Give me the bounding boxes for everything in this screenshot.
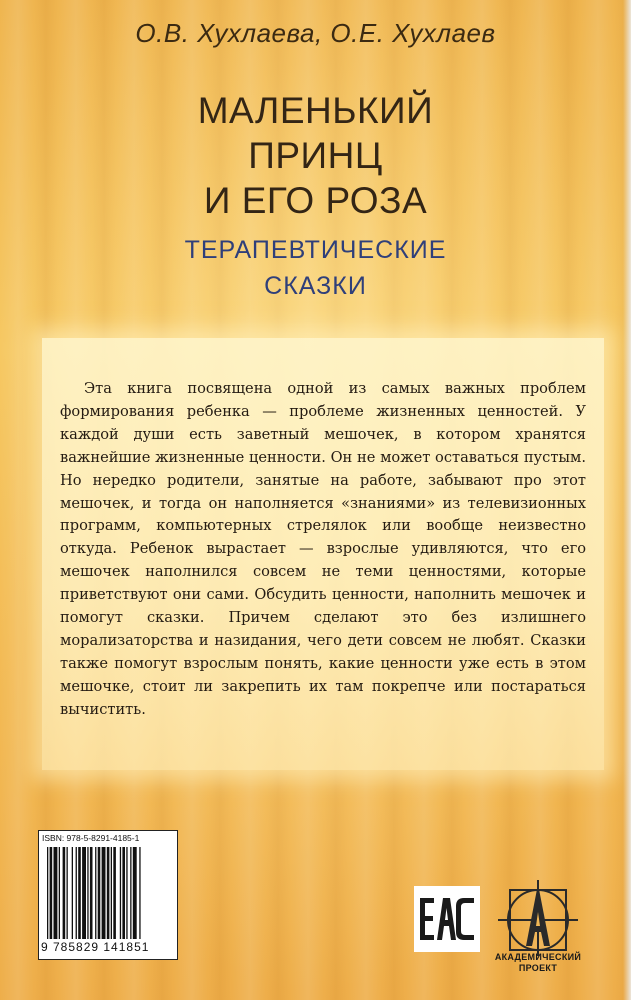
- barcode-bar: [78, 847, 81, 939]
- barcode-bar: [107, 847, 110, 939]
- publisher-line: АКАДЕМИЧЕСКИЙ: [494, 952, 582, 962]
- publisher-line: ПРОЕКТ: [518, 963, 558, 973]
- barcode-bar: [139, 847, 140, 939]
- book-title: [0, 88, 631, 223]
- barcode-bars: [45, 847, 171, 939]
- title-line: МАЛЕНЬКИЙ: [197, 90, 434, 131]
- barcode-bar: [59, 847, 60, 939]
- description-paragraph: Эта книга посвящена одной из самых важных проблем формирования ребенка — проблеме жизненных ценностей. У каждой души есть заветный мешочек, в котором хранятся важнейшие жизненные ценности. Он не может оставаться пустым. Но нередко родители, занятые на работе, забывают про этот мешочек, и тогда он наполняется «знаниями» из телевизионных программ, компьютерных стрелялок или вообще неизвестно откуда. Ребенок вырастает — взрослые удивляются, что его мешочек наполнился совсем не теми ценностями, которые приветствуют они сами. Обсудить ценности, наполнить мешочек и помогут сказки. Причем сделают это без излишнего морализаторства и назидания, чего дети совсем не любят. Сказки также помогут взрослым понять, какие ценности уже есть в этом мешочке, стоит ли закрепить их там покрепче или постараться вычистить.: [60, 380, 586, 718]
- subtitle-line: ТЕРАПЕВТИЧЕСКИЕ: [184, 236, 447, 264]
- barcode-bar: [90, 847, 93, 939]
- barcode-bar: [76, 847, 77, 939]
- title-line: ПРИНЦ: [248, 135, 383, 176]
- barcode-bar: [54, 847, 58, 939]
- book-subtitle: [0, 232, 631, 304]
- barcode-bar: [95, 847, 96, 939]
- barcode-bar: [111, 847, 112, 939]
- barcode-bar: [87, 847, 88, 939]
- barcode-bar: [98, 847, 101, 939]
- barcode-bar: [122, 847, 125, 939]
- barcode-bar: [72, 847, 73, 939]
- eac-mark-icon: [414, 886, 480, 952]
- barcode-bar: [47, 847, 48, 939]
- barcode-bar: [102, 847, 106, 939]
- barcode: [38, 830, 178, 960]
- barcode-bar: [67, 847, 68, 939]
- barcode-bar: [130, 847, 131, 939]
- barcode-bar: [133, 847, 137, 939]
- barcode-bar: [82, 847, 86, 939]
- description-text-block: [60, 378, 586, 722]
- isbn-label: ISBN: 978-5-8291-4185-1: [42, 833, 140, 843]
- barcode-bar: [50, 847, 53, 939]
- barcode-bar: [120, 847, 121, 939]
- barcode-bar: [126, 847, 127, 939]
- title-line: И ЕГО РОЗА: [203, 180, 428, 221]
- subtitle-line: СКАЗКИ: [264, 272, 367, 300]
- barcode-bar: [63, 847, 66, 939]
- barcode-bar: [113, 847, 116, 939]
- authors: О.В. Хухлаева, О.Е. Хухлаев: [135, 18, 496, 48]
- publisher-name: [488, 952, 588, 974]
- barcode-number: 9 785829 141851: [41, 940, 150, 954]
- publisher-logo-icon: [488, 880, 588, 996]
